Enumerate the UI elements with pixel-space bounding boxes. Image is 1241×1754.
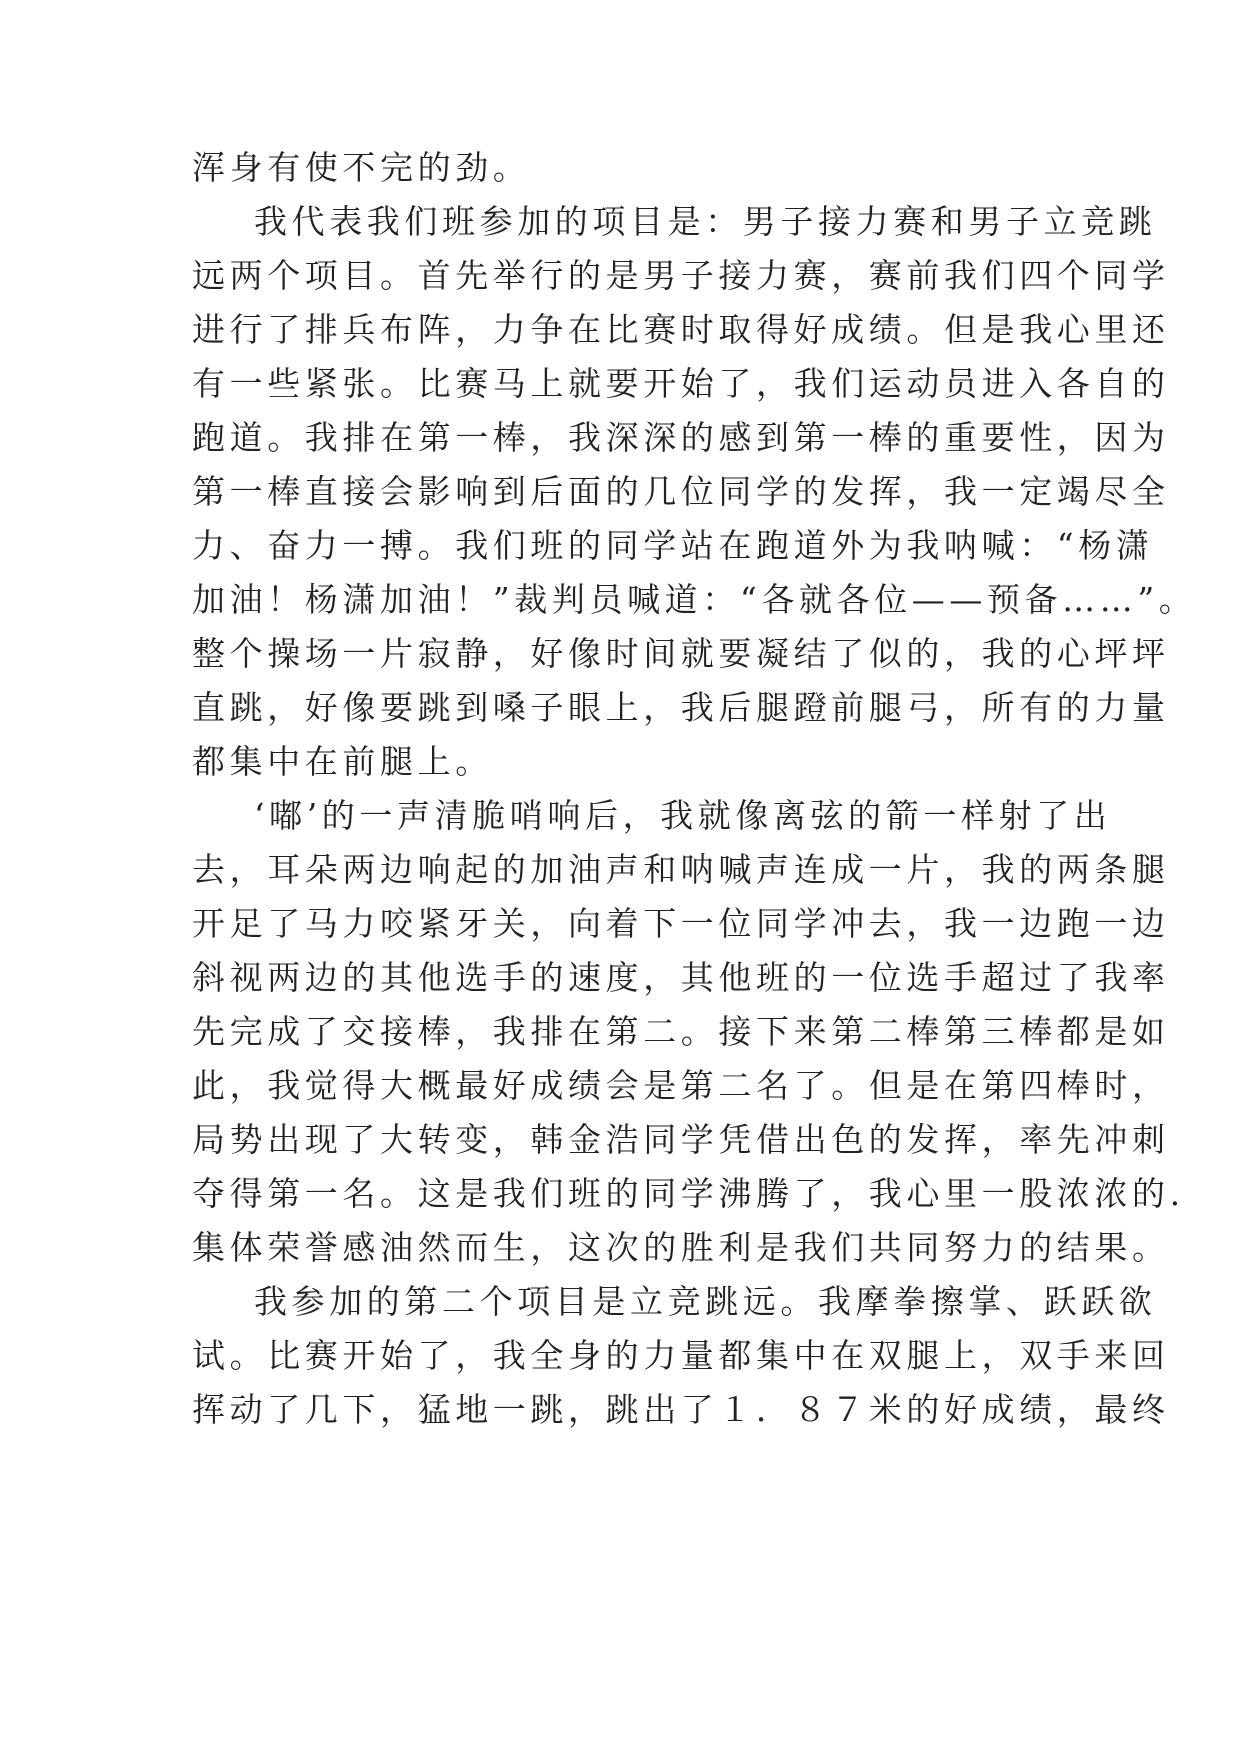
text-line: 跑道。我排在第一棒，我深深的感到第一棒的重要性，因为: [192, 418, 1170, 457]
text-line: 开足了马力咬紧牙关，向着下一位同学冲去，我一边跑一边: [192, 904, 1170, 943]
text-line: 远两个项目。首先举行的是男子接力赛，赛前我们四个同学: [192, 256, 1170, 295]
text-line: 我代表我们班参加的项目是：男子接力赛和男子立竞跳: [254, 202, 1157, 241]
text-line: 浑身有使不完的劲。: [192, 148, 531, 187]
text-line: 我参加的第二个项目是立竞跳远。我摩拳擦掌、跃跃欲: [254, 1282, 1157, 1321]
text-line: 去，耳朵两边响起的加油声和呐喊声连成一片，我的两条腿: [192, 850, 1170, 889]
text-line: 集体荣誉感油然而生，这次的胜利是我们共同努力的结果。: [192, 1228, 1170, 1267]
text-line: 都集中在前腿上。: [192, 742, 493, 781]
text-line: 有一些紧张。比赛马上就要开始了，我们运动员进入各自的: [192, 364, 1170, 403]
text-line: 斜视两边的其他选手的速度，其他班的一位选手超过了我率: [192, 958, 1170, 997]
text-line: ‘嘟’的一声清脆哨响后，我就像离弦的箭一样射了出: [254, 796, 1112, 835]
text-line: 整个操场一片寂静，好像时间就要凝结了似的，我的心坪坪: [192, 634, 1170, 673]
text-line: 局势出现了大转变，韩金浩同学凭借出色的发挥，率先冲刺: [192, 1120, 1170, 1159]
text-line: 试。比赛开始了，我全身的力量都集中在双腿上，双手来回: [192, 1336, 1170, 1375]
text-line: 挥动了几下，猛地一跳，跳出了１．８７米的好成绩，最终: [192, 1390, 1170, 1429]
text-line: 此，我觉得大概最好成绩会是第二名了。但是在第四棒时，: [192, 1066, 1170, 1105]
text-line: 力、奋力一搏。我们班的同学站在跑道外为我呐喊：“杨潇: [192, 526, 1154, 565]
text-line: 直跳，好像要跳到嗓子眼上，我后腿蹬前腿弓，所有的力量: [192, 688, 1170, 727]
text-line: 加油！杨潇加油！”裁判员喊道：“各就各位——预备……”。: [192, 580, 1197, 619]
text-line: 进行了排兵布阵，力争在比赛时取得好成绩。但是我心里还: [192, 310, 1170, 349]
text-line: 第一棒直接会影响到后面的几位同学的发挥，我一定竭尽全: [192, 472, 1170, 511]
text-line: 先完成了交接棒，我排在第二。接下来第二棒第三棒都是如: [192, 1012, 1170, 1051]
text-line: 夺得第一名。这是我们班的同学沸腾了，我心里一股浓浓的.: [192, 1174, 1185, 1213]
